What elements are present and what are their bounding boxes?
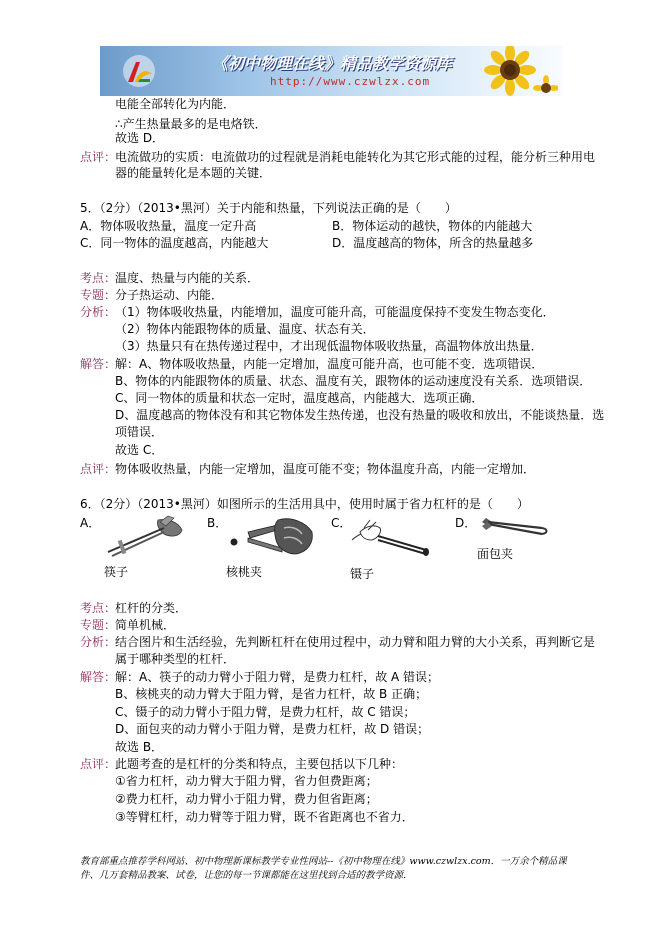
q6-jieda-2: B、核桃夹的动力臂大于阻力臂，是省力杠杆，故 B 正确； — [115, 687, 428, 701]
prev-answer: 故选 D． — [115, 131, 165, 145]
q6-zhuanti: 简单机械． — [115, 618, 176, 632]
q5-zhuanti: 分子热运动、内能． — [115, 288, 224, 302]
site-logo-icon — [122, 54, 156, 88]
nutcracker-image — [226, 512, 318, 558]
q6-caption-b: 核桃夹 — [226, 565, 263, 579]
q5-answer: 故选 C． — [115, 443, 164, 457]
banner-url[interactable]: http://www.czwlzx.com — [270, 75, 431, 88]
q6-caption-a: 筷子 — [104, 565, 129, 579]
q6-answer: 故选 B． — [115, 740, 164, 754]
q5-jieda-1: 解：A、物体吸收热量，内能一定增加，温度可能升高，也可能不变．选项错误． — [115, 357, 544, 371]
prev-comment-label: 点评： — [80, 150, 117, 164]
q6-kaodian-label: 考点： — [80, 601, 117, 615]
q6-dianping: 此题考查的是杠杆的分类和特点，主要包括以下几种： — [115, 757, 404, 771]
header-banner — [100, 46, 562, 96]
q5-option-c: C．同一物体的温度越高，内能越大 — [80, 236, 269, 250]
q5-jieda-2: B、物体的内能跟物体的质量、状态、温度有关，跟物体的运动速度没有关系．选项错误． — [115, 374, 592, 388]
bread-tongs-image — [478, 514, 548, 542]
q5-dianping-label: 点评： — [80, 462, 117, 476]
q6-fenxi-label: 分析： — [80, 635, 117, 649]
q5-fenxi-label: 分析： — [80, 305, 117, 319]
q6-jieda-4: D、面包夹的动力臂小于阻力臂，是费力杠杆，故 D 错误； — [115, 722, 430, 736]
q6-jieda-3: C、镊子的动力臂小于阻力臂，是费力杠杆，故 C 错误； — [115, 705, 416, 719]
prev-comment-2: 器的能量转化是本题的关键． — [115, 166, 272, 180]
q6-option-d-letter: D． — [455, 516, 477, 530]
q6-fenxi-2: 属于哪种类型的杠杆． — [115, 652, 236, 666]
q6-jieda-label: 解答： — [80, 670, 117, 684]
prev-line-1: 电能全部转化为内能． — [115, 97, 236, 111]
footer-line-2: 件、几万套精品教案、试卷，让您的每一节课都能在这里找到合适的教学资源． — [80, 870, 413, 881]
q5-fenxi-2: （2）物体内能跟物体的质量、温度、状态有关． — [115, 322, 375, 336]
q5-jieda-4: D、温度越高的物体没有和其它物体发生热传递，也没有热量的吸收和放出，不能谈热量．选 — [115, 408, 605, 422]
q6-dianping-label: 点评： — [80, 757, 117, 771]
q6-jieda-1: 解：A、筷子的动力臂小于阻力臂，是费力杠杆，故 A 错误； — [115, 670, 440, 684]
tweezers-image — [346, 516, 432, 562]
prev-line-2: ∴产生热量最多的是电烙铁． — [115, 117, 267, 131]
q5-option-d: D．温度越高的物体，所含的热量越多 — [332, 236, 534, 250]
q5-kaodian: 温度、热量与内能的关系． — [115, 271, 260, 285]
q6-dianping-2: ②费力杠杆，动力臂小于阻力臂，费力但省距离； — [115, 792, 378, 806]
q6-caption-c: 镊子 — [350, 567, 375, 581]
q5-option-b: B．物体运动的越快，物体的内能越大 — [332, 219, 533, 233]
q6-dianping-3: ③等臂杠杆，动力臂等于阻力臂，既不省距离也不省力． — [115, 810, 414, 824]
q6-zhuanti-label: 专题： — [80, 618, 117, 632]
q6-caption-d: 面包夹 — [477, 547, 514, 561]
banner-title: 《初中物理在线》精品教学资源库 — [212, 54, 453, 73]
q5-dianping: 物体吸收热量，内能一定增加，温度可能不变；物体温度升高，内能一定增加． — [115, 462, 536, 476]
q5-jieda-label: 解答： — [80, 357, 117, 371]
q6-fenxi-1: 结合图片和生活经验，先判断杠杆在使用过程中，动力臂和阻力臂的大小关系，再判断它是 — [115, 635, 596, 649]
q6-option-b-letter: B． — [207, 516, 228, 530]
q6-kaodian: 杠杆的分类． — [115, 601, 188, 615]
q5-kaodian-label: 考点： — [80, 271, 117, 285]
q6-dianping-1: ①省力杠杆，动力臂大于阻力臂，省力但费距离； — [115, 774, 378, 788]
chopsticks-image — [98, 512, 188, 562]
footer-line-1: 教育部重点推荐学科网站、初中物理新课标教学专业性网站--《初中物理在线》www.czwlzx.com．一万余个精品课 — [80, 856, 567, 867]
q5-fenxi-3: （3）热量只有在热传递过程中，才出现低温物体吸收热量，高温物体放出热量． — [115, 339, 543, 353]
q5-stem: 5．（2分）（2013•黑河）关于内能和热量，下列说法正确的是（ ） — [80, 201, 457, 215]
q6-option-a-letter: A． — [80, 516, 101, 530]
q5-jieda-5: 项错误． — [115, 425, 164, 439]
q5-fenxi-1: （1）物体吸收热量，内能增加，温度可能升高，可能温度保持不变发生物态变化． — [115, 305, 555, 319]
q5-option-a: A．物体吸收热量，温度一定升高 — [80, 219, 257, 233]
q6-option-c-letter: C． — [331, 516, 352, 530]
q5-zhuanti-label: 专题： — [80, 288, 117, 302]
sunflower-icon — [472, 46, 558, 96]
q6-stem: 6．（2分）（2013•黑河）如图所示的生活用具中，使用时属于省力杠杆的是（ ） — [80, 497, 529, 511]
q5-jieda-3: C、同一物体的质量和状态一定时，温度越高，内能越大．选项正确． — [115, 391, 484, 405]
prev-comment-1: 电流做功的实质：电流做功的过程就是消耗电能转化为其它形式能的过程，能分析三种用电 — [115, 150, 596, 164]
